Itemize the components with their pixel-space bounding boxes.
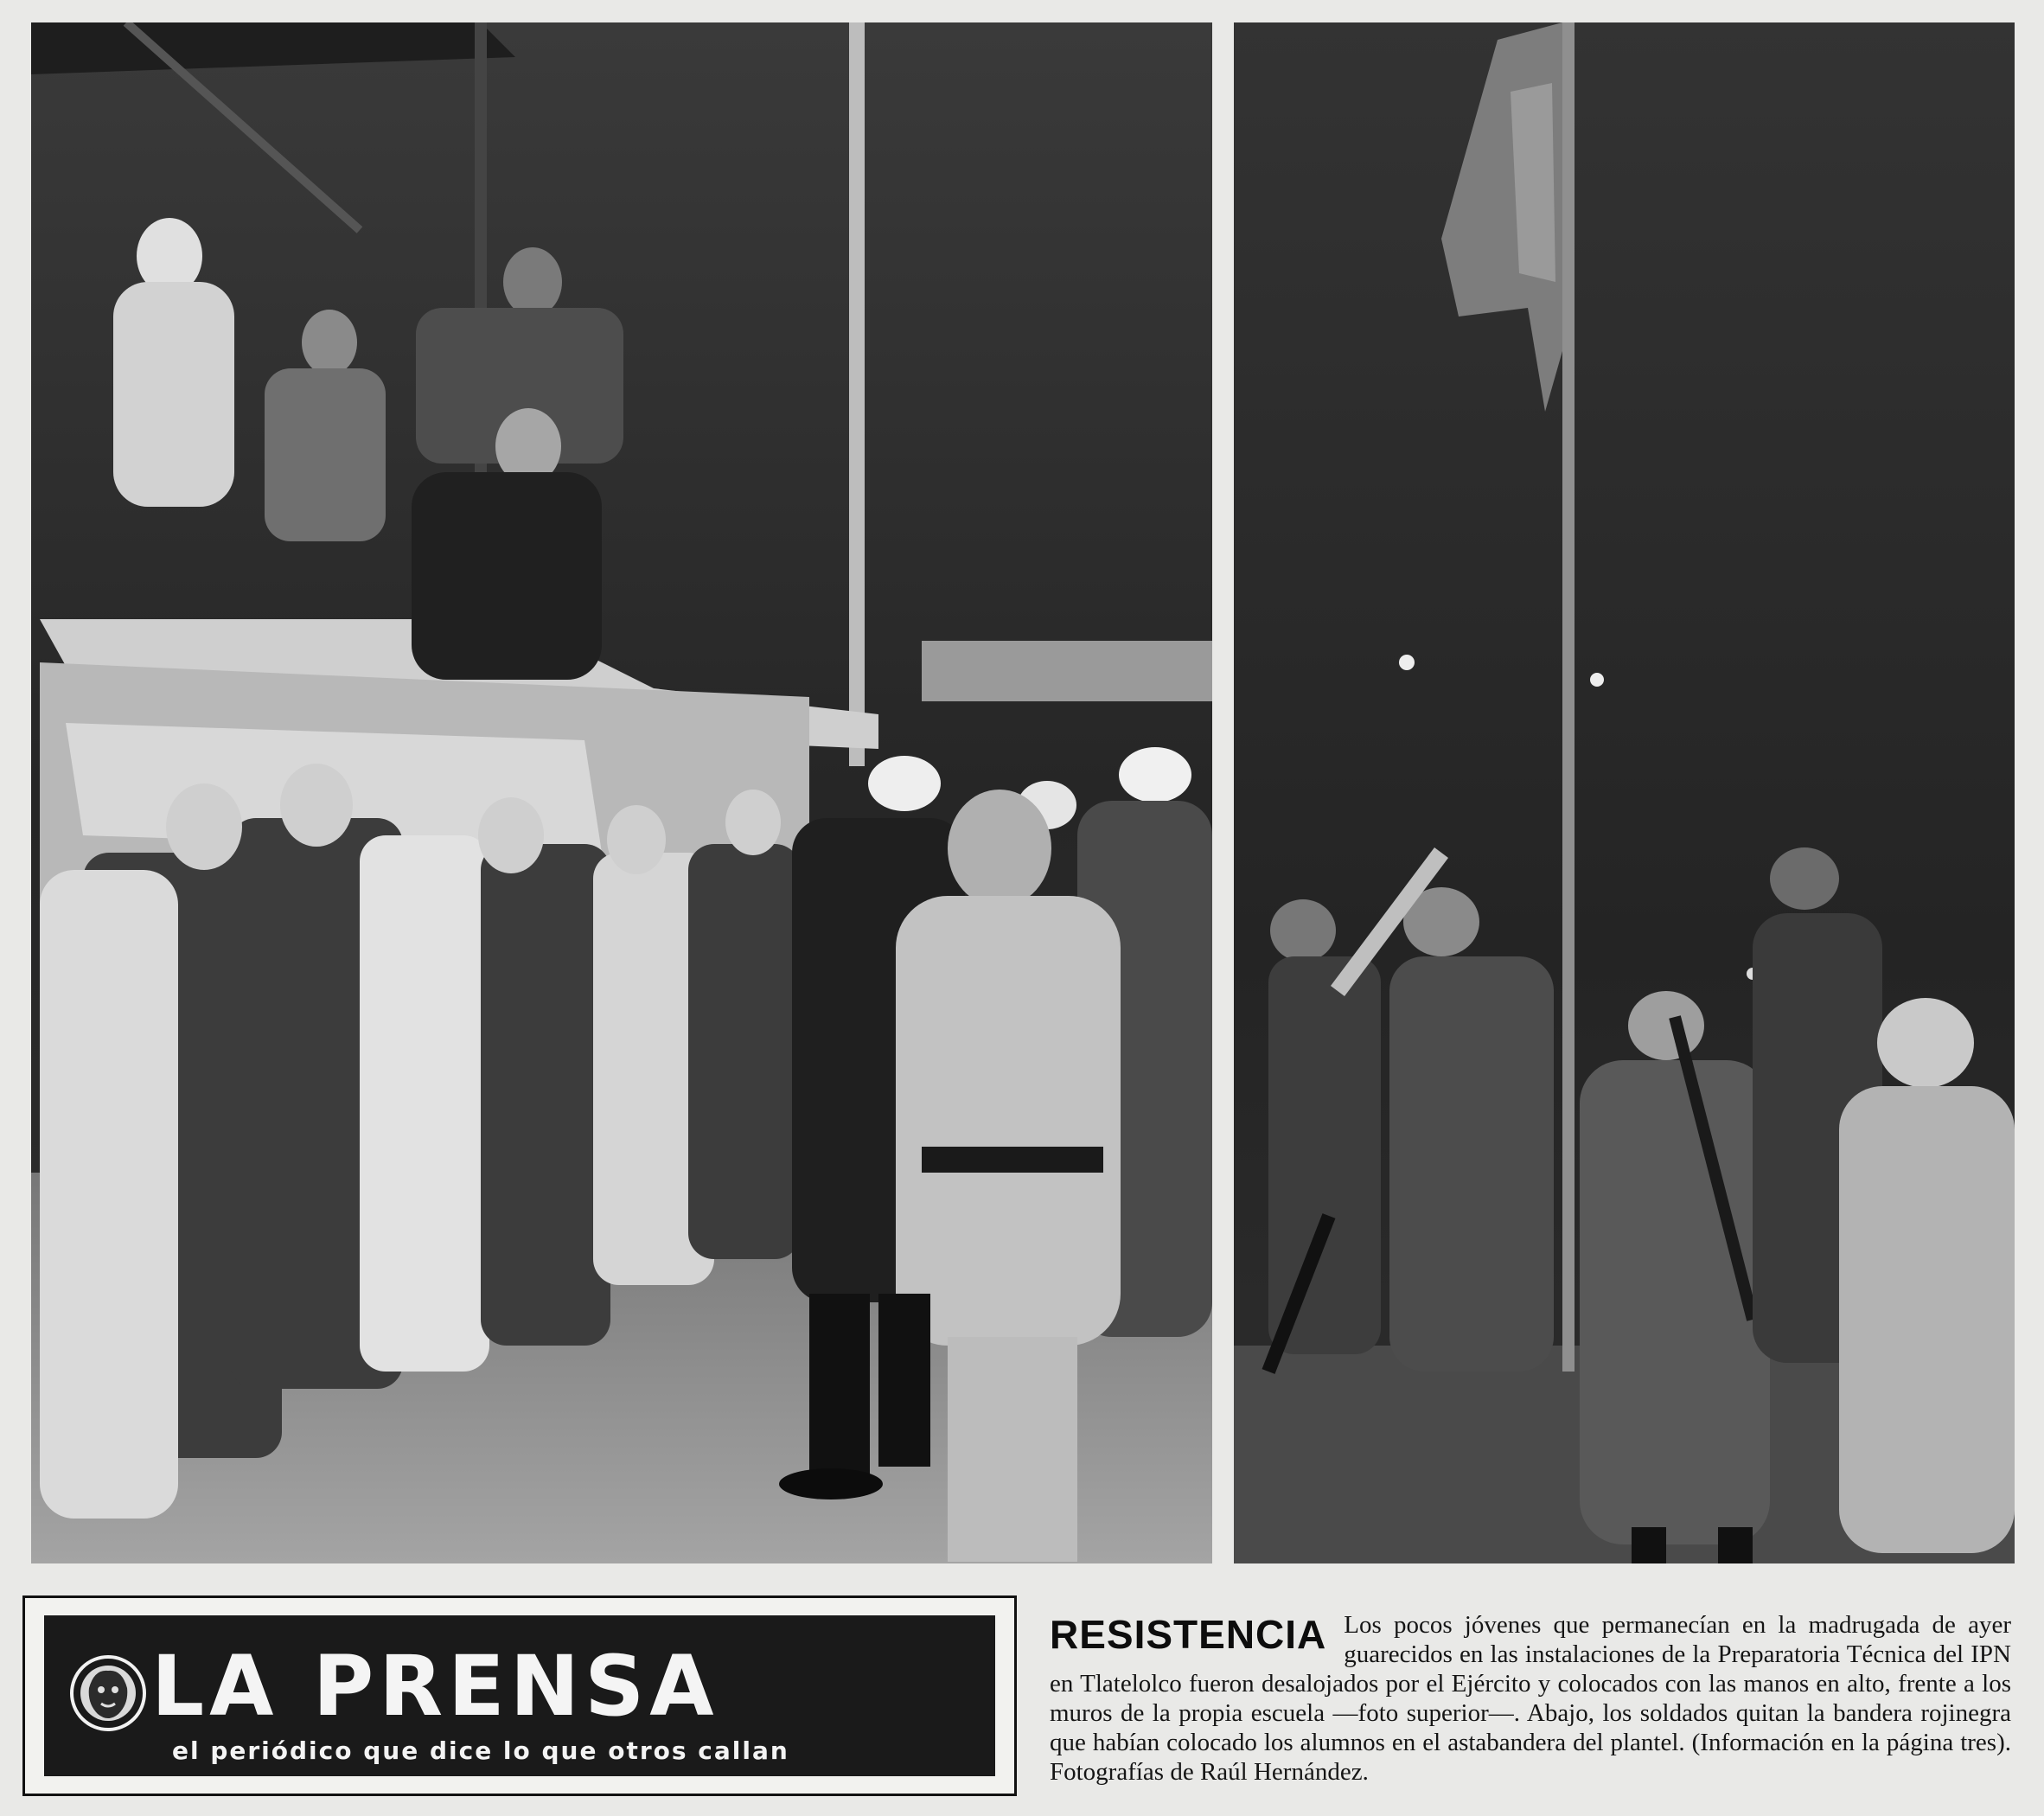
photo-right-illustration bbox=[1234, 22, 2015, 1563]
masthead-box bbox=[22, 1595, 1017, 1796]
newspaper-slogan: el periódico que dice lo que otros callan bbox=[172, 1736, 789, 1765]
photo-soldiers-removing-flag bbox=[1234, 22, 2015, 1563]
photo-students-against-wall bbox=[31, 22, 1212, 1563]
caption-headline: RESISTENCIA bbox=[1050, 1612, 1327, 1657]
photo-left-illustration bbox=[31, 22, 1212, 1563]
newspaper-name: LA PRENSA bbox=[151, 1638, 719, 1735]
caption-text: Los pocos jóvenes que permanecían en la madrugada de ayer guarecidos en las instalaciones de la Preparatoria Técnica del IPN en Tlatelolco fueron desalojados por el Ejército y colocados con las manos en alto, frente a los muros de la propia escuela —foto superior—. Abajo, los soldados quitan la bandera rojinegra que habían colocado los alumnos en el astabandera del plantel. (Información en la página tres). Fotografías de Raúl Hernández. bbox=[1050, 1611, 2011, 1786]
lion-head-seal-icon bbox=[68, 1653, 148, 1733]
masthead-banner bbox=[44, 1615, 995, 1776]
photo-caption bbox=[1050, 1610, 2011, 1787]
